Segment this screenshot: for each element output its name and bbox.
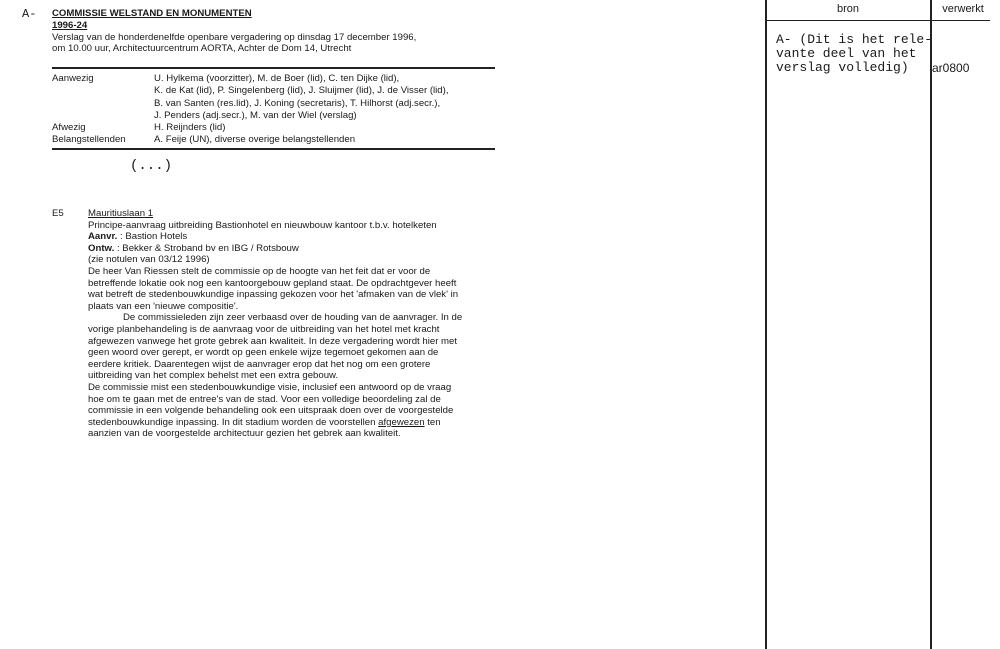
document-number: 1996-24: [52, 20, 88, 31]
paragraph-line: plaats van een 'nieuwe compositie'.: [88, 300, 239, 312]
paragraph-line: geen woord over gerept, er wordt op geen enkele wijze tegemoet gekomen aan de: [88, 347, 439, 359]
intro-line: Verslag van de honderdenelfde openbare vergadering op dinsdag 17 december 1996,: [52, 32, 417, 43]
present-line: B. van Santen (res.lid), J. Koning (secretaris), T. Hilhorst (adj.secr.),: [154, 97, 441, 109]
paragraph-line: wat betreft de stedenbouwkundige inpassing gekozen voor het 'afmaken van de vlek' in: [88, 289, 459, 301]
stakeholders-label: Belangstellenden: [52, 134, 126, 145]
present-list: [154, 73, 449, 122]
divider: [52, 148, 495, 150]
paragraph-line: ten: [424, 416, 441, 428]
paragraph-line: aanzien van de voorgestelde architectuur gezien het gebrek aan kwaliteit.: [88, 428, 401, 440]
absent-list: H. Reijnders (lid): [154, 122, 226, 133]
intro-text: [52, 32, 416, 54]
paragraph-line: uitbreiding van het complex behelst met een extra gebouw.: [88, 370, 339, 382]
reference: (zie notulen van 03/12 1996): [88, 254, 210, 266]
item-code: E5: [52, 208, 64, 219]
divider: [52, 67, 495, 69]
intro-line: om 10.00 uur, Architectuurcentrum AORTA, Achter de Dom 14, Utrecht: [52, 43, 352, 54]
section-prefix: A-: [22, 7, 37, 21]
decision: afgewezen: [378, 416, 425, 428]
paragraph-line: De heer Van Riessen stelt de commissie op de hoogte van het feit dat er voor de: [88, 265, 431, 277]
present-line: K. de Kat (lid), P. Singelenberg (lid), J. Sluijmer (lid), J. de Visser (lid),: [154, 85, 449, 97]
verwerkt-header: verwerkt: [942, 3, 984, 15]
bron-header: bron: [836, 3, 860, 15]
item-subject: Principe-aanvraag uitbreiding Bastionhotel en nieuwbouw kantoor t.b.v. hotelketen: [88, 219, 437, 231]
present-line: J. Penders (adj.secr.), M. van der Wiel (verslag): [154, 109, 357, 121]
document-title: COMMISSIE WELSTAND EN MONUMENTEN: [52, 8, 252, 19]
applicant-label: Aanvr.: [88, 231, 118, 243]
stakeholders-list: A. Feije (UN), diverse overige belangstellenden: [154, 134, 356, 145]
designer: : Bekker & Stroband bv en IBG / Rotsbouw: [116, 242, 299, 254]
paragraph-line: eerdere kritiek. Daarentegen wijst de aanvrager erop dat het nog om een grotere: [88, 358, 431, 370]
bron-note-line: verslag volledig): [776, 60, 909, 75]
verwerkt-value: ar0800: [932, 61, 970, 75]
present-label: Aanwezig: [52, 73, 94, 84]
paragraph-line: afgewezen vanwege het grote gebrek aan kwaliteit. In deze vergadering wordt hier met: [88, 335, 458, 347]
bron-note-line: A- (Dit is het rele-: [776, 32, 933, 47]
designer-label: Ontw.: [88, 242, 115, 254]
omission-marker: (...): [130, 158, 173, 174]
paragraph-line: stedenbouwkundige inpassing. In dit stadium worden de voorstellen: [88, 416, 376, 428]
item-address: Mauritiuslaan 1: [88, 208, 154, 219]
paragraph-line: De commissie mist een stedenbouwkundige visie, inclusief een antwoord op de vraag: [88, 381, 452, 393]
paragraph-line: betreffende lokatie ook nog een kantoorgebouw gepland staat. De opdrachtgever heeft: [88, 277, 457, 289]
paragraph-line: hoe om te gaan met de entree's van de stad. Voor een volledige beoordeling zal de: [88, 393, 441, 405]
paragraph-line: vorige planbehandeling is de aanvraag voor de uitbreiding van het hotel met kracht: [88, 323, 440, 335]
paragraph-line: commissie in een volgende behandeling ook een uitspraak doen over de voorgestelde: [88, 405, 454, 417]
applicant: : Bastion Hotels: [120, 231, 188, 243]
paragraph-line: De commissieleden zijn zeer verbaasd over de houding van de aanvrager. In de: [123, 312, 463, 324]
header-rule: [765, 20, 990, 21]
present-line: U. Hylkema (voorzitter), M. de Boer (lid), C. ten Dijke (lid),: [154, 73, 400, 84]
absent-label: Afwezig: [52, 122, 86, 133]
bron-note-line: vante deel van het: [776, 46, 917, 61]
column-divider: [930, 0, 932, 649]
column-divider: [765, 0, 767, 649]
item-body: [88, 208, 462, 440]
bron-note: [776, 33, 932, 75]
